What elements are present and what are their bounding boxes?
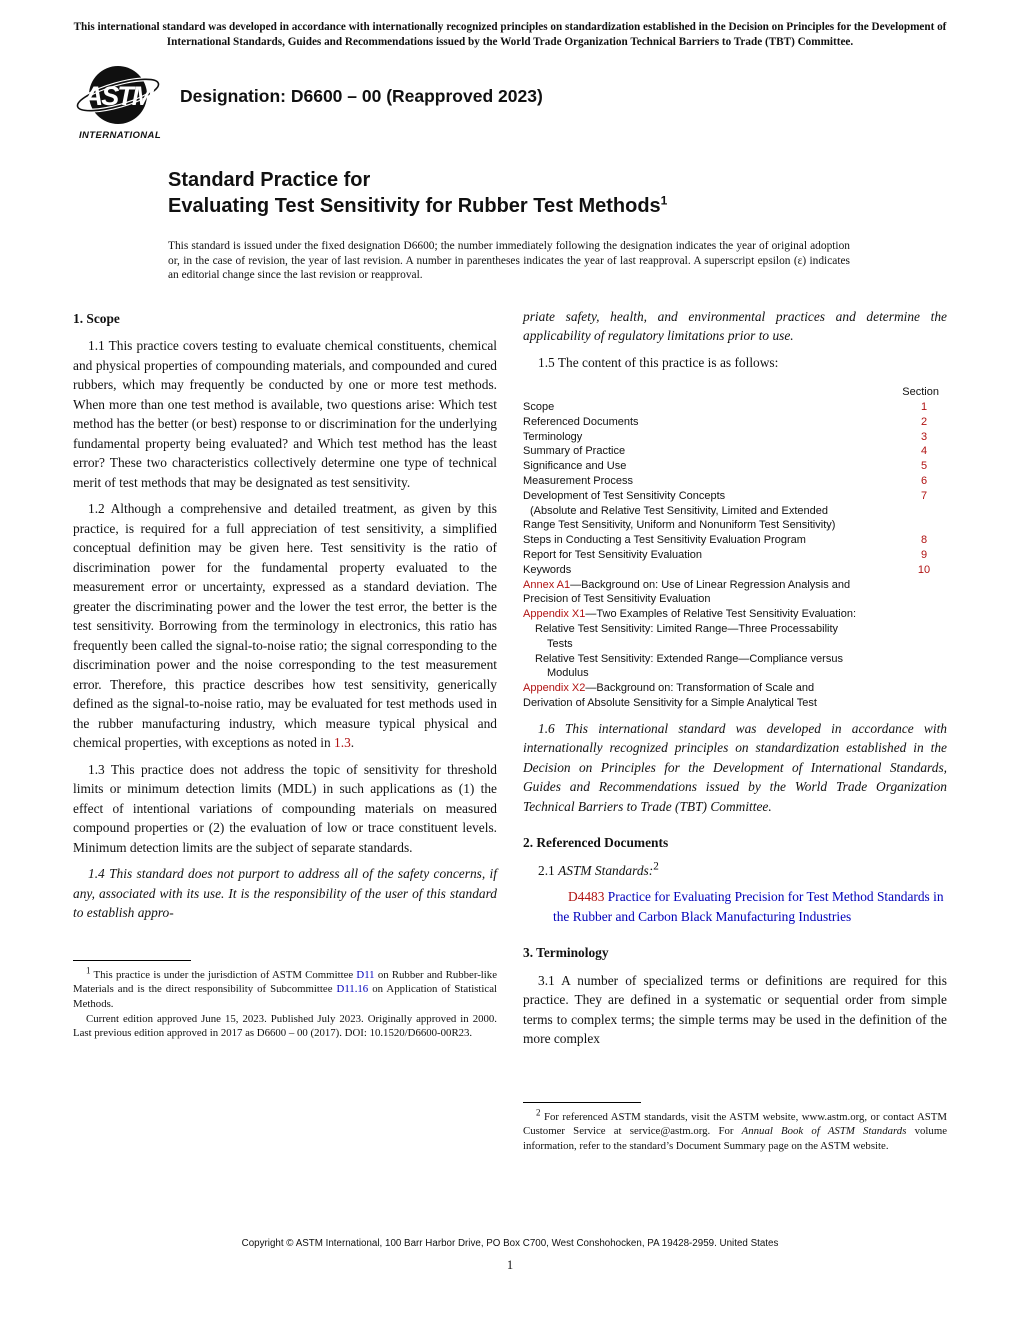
toc-annex-line: Derivation of Absolute Sensitivity for a Simple Analytical Test: [523, 697, 817, 710]
footnote-rule: [523, 1102, 641, 1103]
reference-d4483: D4483 Practice for Evaluating Precision for Test Method Standards in the Rubber and Carbon Black Manufacturing Industries: [553, 889, 944, 924]
toc-row: Referenced Documents 2: [523, 415, 928, 428]
title-line1: Standard Practice for: [168, 169, 371, 191]
toc-row: Significance and Use 5: [523, 460, 928, 473]
toc-annex-line: Tests: [547, 637, 573, 650]
page-number: 1: [506, 1258, 514, 1272]
designation: Designation: D6600 – 00 (Reapproved 2023): [180, 85, 543, 106]
masthead: [74, 63, 1020, 141]
para-3-1: 3.1 A number of specialized terms or definitions are required for this practice. They are defined in a systematic or sequential order from simple terms to complex terms; the simple terms may be used in the definition of the more complex: [523, 972, 947, 1047]
para-1-5: 1.5 The content of this practice is as follows:: [538, 354, 779, 370]
footnote-2: [523, 1102, 947, 1154]
two-column-body: [73, 307, 948, 1154]
section-3-heading: 3. Terminology: [523, 945, 609, 961]
footnote-1-text: $^1$ This practice is under the jurisdiction of ASTM Committee D11 on Rubber and Rubber-like Materials and is the direct responsibility of Subcommittee D11.16 on Application of Statistical Methods.: [73, 965, 497, 1010]
right-column: [523, 307, 947, 1154]
toc-annex-line: Relative Test Sensitivity: Extended Range—Compliance versus: [535, 652, 843, 665]
footnote-1: [73, 960, 497, 1041]
toc-annex-line: Appendix X1—Two Examples of Relative Test Sensitivity Evaluation:: [523, 608, 857, 621]
section-1-heading: 1. Scope: [73, 310, 120, 326]
svg-text:ASTM: ASTM: [83, 81, 153, 111]
xref-1-3[interactable]: 1.3: [334, 735, 351, 751]
para-1-6: 1.6 This international standard was developed in accordance with internationally recognized principles on standardization established in the Decision on Principles for the Development of International Standards, Guides and Recommendations issued by the World Trade Organization Technical Barriers to Trade (TBT) Committee.: [523, 720, 947, 814]
toc-row: (Absolute and Relative Test Sensitivity, Limited and Extended: [530, 504, 828, 517]
toc-row: Terminology 3: [523, 430, 928, 443]
appendix-x1-link[interactable]: Appendix X1: [523, 608, 586, 621]
para-1-1: 1.1 This practice covers testing to evaluate chemical constituents, chemical and physical properties of compounding materials, and compounded and cured rubbers, which may frequently be conducted by one or more test methods. When more than one test method is available, two questions arise: Which test method has the better (or best) response to or discrimination for the underlying fundamental property being evaluated? and Which test method has the least error? These two characteristics collectively determine one type of technical merit of test methods that may be designated as test sensitivity.: [73, 338, 497, 490]
toc-annex-line: Precision of Test Sensitivity Evaluation: [523, 593, 711, 606]
astm-logo-subtext: INTERNATIONAL: [78, 130, 162, 141]
para-1-4-continued: priate safety, health, and environmental practices and determine the applicability of regulatory limitations prior to use.: [523, 308, 947, 344]
toc-row: Development of Test Sensitivity Concepts 7: [523, 489, 928, 502]
toc-annex-line: Annex A1—Background on: Use of Linear Regression Analysis and: [523, 578, 851, 591]
para-2-1: 2.1 ASTM Standards:$^2$: [538, 860, 659, 878]
footnote-1-edition: Current edition approved June 15, 2023. Published July 2023. Originally approved in 2000. Last previous edition approved in 2017 as D6600 – 00 (2017). DOI: 10.1520/D6600-00R23.: [73, 1012, 497, 1040]
footnote-2-text: $^2$ For referenced ASTM standards, visit the ASTM website, www.astm.org, or contact ASTM Customer Service at service@astm.org. For Annual Book of ASTM Standards volume information, refer to the standard’s Document Summary page on the ASTM website.: [523, 1107, 948, 1152]
annex-a1-link[interactable]: Annex A1: [523, 578, 571, 591]
link-d11[interactable]: D11: [356, 968, 375, 981]
appendix-x2-link[interactable]: Appendix X2: [523, 682, 586, 695]
title-line2: Evaluating Test Sensitivity for Rubber Test Methods$^1$: [168, 193, 668, 217]
section-2-heading: 2. Referenced Documents: [523, 835, 669, 851]
link-d4483[interactable]: D4483: [568, 889, 605, 905]
toc-section-header: Section: [902, 386, 939, 399]
title-footnote-ref[interactable]: 1: [660, 193, 668, 208]
astm-logo: [74, 63, 166, 141]
copyright-line: Copyright © ASTM International, 100 Barr Harbor Drive, PO Box C700, West Conshohocken, PA 19428-2959. United States: [241, 1238, 779, 1249]
table-of-contents: [523, 385, 947, 711]
para-1-2: 1.2 Although a comprehensive and detailed treatment, as given by this practice, is required for a full appreciation of test sensitivity, a simplified conceptual definition may be given here. Test sensitivity is the ratio of discrimination power for the fundamental property evaluated to the measurement error or uncertainty, expressed as a standard deviation. The greater the discriminating power and the lower the test error, the better is the test sensitivity. Borrowing from the terminology in electronics, this ratio has frequently been called the signal-to-noise ratio; the signal corresponding to the discrimination power and the noise corresponding to the test measurement error. Therefore, this practice describes how test sensitivity, generically defined as the signal-to-noise ratio, may be evaluated for test methods used in the rubber manufacturing industry, which measure typical physical and chemical properties, with exceptions as noted in 1.3.: [73, 501, 497, 751]
toc-row: Measurement Process 6: [523, 475, 928, 488]
footnote-rule: [73, 960, 191, 961]
astm-globe-icon: [74, 63, 166, 129]
toc-annex-line: Relative Test Sensitivity: Limited Range—Three Processability: [535, 623, 839, 636]
para-1-4: 1.4 This standard does not purport to address all of the safety concerns, if any, associated with its use. It is the responsibility of the user of this standard to establish appro-: [73, 866, 497, 921]
toc-row: Report for Test Sensitivity Evaluation 9: [523, 549, 928, 562]
para-1-3: 1.3 This practice does not address the topic of sensitivity for threshold limits or minimum detection limits (MDL) in such applications as (1) the effect of intentional variations of compounding materials on measured compound properties or (2) the evaluation of low or trace constituent levels. Minimum detection limits are the subject of separate standards.: [73, 761, 497, 855]
toc-row: Keywords 10: [523, 563, 931, 576]
toc-annex-line: Appendix X2—Background on: Transformation of Scale and: [523, 682, 815, 695]
standard-title: [168, 167, 948, 219]
wto-notice: This international standard was developed in accordance with internationally recognized principles on standardization established in the Decision on Principles for the Development of International Standards, Guides and Recommendations issued by the World Trade Organization Technical Barriers to Trade (TBT) Committee.: [73, 21, 947, 48]
toc-row: Steps in Conducting a Test Sensitivity Evaluation Program 8: [523, 534, 928, 547]
issuance-note: This standard is issued under the fixed designation D6600; the number immediately following the designation indicates the year of original adoption or, in the case of revision, the year of last revision. A number in parentheses indicates the year of last reapproval. A superscript epsilon (ε) indicates an editorial change since the last revision or reapproval.: [168, 240, 850, 282]
toc-row: Scope 1: [523, 401, 928, 414]
link-d11-16[interactable]: D11.16: [336, 983, 369, 996]
toc-row: Range Test Sensitivity, Uniform and Nonuniform Test Sensitivity): [523, 519, 836, 532]
toc-row: Summary of Practice 4: [523, 445, 928, 458]
toc-annex-line: Modulus: [547, 667, 589, 680]
left-column: [73, 307, 497, 1154]
